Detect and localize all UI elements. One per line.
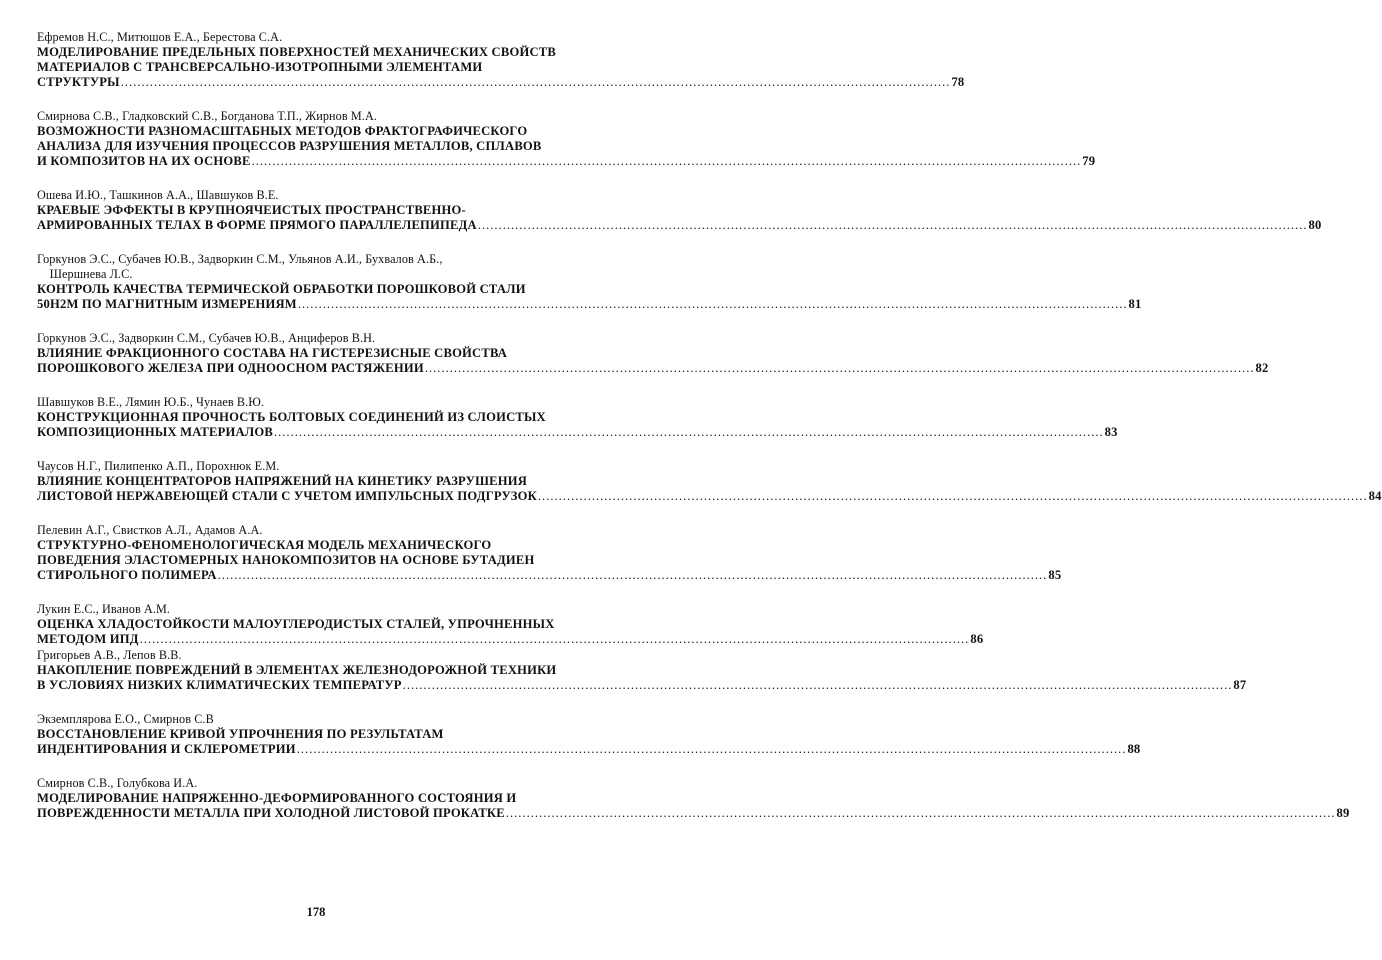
entry-page-number[interactable]: 78 <box>951 75 965 89</box>
entry-title-line: ОЦЕНКА ХЛАДОСТОЙКОСТИ МАЛОУГЛЕРОДИСТЫХ СТАЛЕЙ, УПРОЧНЕННЫХ <box>37 617 555 631</box>
entry-title-last-line <box>37 361 1269 376</box>
entry-title-line: КОНСТРУКЦИОННАЯ ПРОЧНОСТЬ БОЛТОВЫХ СОЕДИНЕНИЙ ИЗ СЛОИСТЫХ <box>37 410 546 424</box>
entry-title-line: АНАЛИЗА ДЛЯ ИЗУЧЕНИЯ ПРОЦЕССОВ РАЗРУШЕНИЯ МЕТАЛЛОВ, СПЛАВОВ <box>37 139 542 153</box>
entry-title-last-line <box>37 425 1118 440</box>
dot-leader: ........................................................................................................................................................................................................ <box>273 425 1104 439</box>
entry-title-line: ВОЗМОЖНОСТИ РАЗНОМАСШТАБНЫХ МЕТОДОВ ФРАКТОГРАФИЧЕСКОГО <box>37 124 528 138</box>
entry-page-number[interactable]: 82 <box>1255 361 1269 375</box>
toc-entry <box>37 776 1350 821</box>
entry-title-line: ВЛИЯНИЕ ФРАКЦИОННОГО СОСТАВА НА ГИСТЕРЕЗИСНЫЕ СВОЙСТВА <box>37 346 508 360</box>
entry-authors: Ошева И.Ю., Ташкинов А.А., Шавшуков В.Е. <box>37 188 279 202</box>
entry-page-number[interactable]: 83 <box>1104 425 1118 439</box>
toc-entry <box>37 459 1382 504</box>
entry-title-line: ВЛИЯНИЕ КОНЦЕНТРАТОРОВ НАПРЯЖЕНИЙ НА КИНЕТИКУ РАЗРУШЕНИЯ <box>37 474 527 488</box>
entry-title-line: МАТЕРИАЛОВ С ТРАНСВЕРСАЛЬНО-ИЗОТРОПНЫМИ ЭЛЕМЕНТАМИ <box>37 60 483 74</box>
dot-leader: ........................................................................................................................................................................................................ <box>424 361 1255 375</box>
entry-title-last-line <box>37 806 1350 821</box>
entry-title-line: СТРУКТУРНО-ФЕНОМЕНОЛОГИЧЕСКАЯ МОДЕЛЬ МЕХАНИЧЕСКОГО <box>37 538 492 552</box>
entry-title-line: МОДЕЛИРОВАНИЕ ПРЕДЕЛЬНЫХ ПОВЕРХНОСТЕЙ МЕХАНИЧЕСКИХ СВОЙСТВ <box>37 45 556 59</box>
entry-title-tail: В УСЛОВИЯХ НИЗКИХ КЛИМАТИЧЕСКИХ ТЕМПЕРАТУР <box>37 678 402 692</box>
dot-leader: ........................................................................................................................................................................................................ <box>139 632 970 646</box>
entry-title-tail: ЛИСТОВОЙ НЕРЖАВЕЮЩЕЙ СТАЛИ С УЧЕТОМ ИМПУЛЬСНЫХ ПОДГРУЗОК <box>37 489 537 503</box>
toc-entry <box>37 188 1322 233</box>
entry-authors: Смирнова С.В., Гладковский С.В., Богданова Т.П., Жирнов М.А. <box>37 109 377 123</box>
dot-leader: ........................................................................................................................................................................................................ <box>402 678 1233 692</box>
entry-title-tail: И КОМПОЗИТОВ НА ИХ ОСНОВЕ <box>37 154 251 168</box>
entry-authors: Пелевин А.Г., Свистков А.Л., Адамов А.А. <box>37 523 263 537</box>
entry-title-tail: АРМИРОВАННЫХ ТЕЛАХ В ФОРМЕ ПРЯМОГО ПАРАЛЛЕЛЕПИПЕДА <box>37 218 477 232</box>
dot-leader: ........................................................................................................................................................................................................ <box>120 75 951 89</box>
toc-entry <box>37 30 965 90</box>
entry-title-line: ПОВЕДЕНИЯ ЭЛАСТОМЕРНЫХ НАНОКОМПОЗИТОВ НА ОСНОВЕ БУТАДИЕН <box>37 553 535 567</box>
entry-authors: Смирнов С.В., Голубкова И.А. <box>37 776 198 790</box>
dot-leader: ........................................................................................................................................................................................................ <box>505 806 1336 820</box>
dot-leader: ........................................................................................................................................................................................................ <box>297 297 1128 311</box>
entry-page-number[interactable]: 89 <box>1336 806 1350 820</box>
entry-authors: Ефремов Н.С., Митюшов Е.А., Берестова С.А. <box>37 30 283 44</box>
toc-entry <box>37 331 1269 376</box>
entry-authors: Горкунов Э.С., Задворкин С.М., Субачев Ю.В., Анциферов В.Н. <box>37 331 376 345</box>
entry-title-last-line <box>37 297 1142 312</box>
entry-page-number[interactable]: 88 <box>1127 742 1141 756</box>
entry-title-line: ВОССТАНОВЛЕНИЕ КРИВОЙ УПРОЧНЕНИЯ ПО РЕЗУЛЬТАТАМ <box>37 727 444 741</box>
entry-authors: Шавшуков В.Е., Лямин Ю.Б., Чунаев В.Ю. <box>37 395 264 409</box>
entry-title-tail: СТРУКТУРЫ <box>37 75 120 89</box>
entry-title-tail: ПОВРЕЖДЕННОСТИ МЕТАЛЛА ПРИ ХОЛОДНОЙ ЛИСТОВОЙ ПРОКАТКЕ <box>37 806 505 820</box>
entry-page-number[interactable]: 87 <box>1233 678 1247 692</box>
dot-leader: ........................................................................................................................................................................................................ <box>477 218 1308 232</box>
dot-leader: ........................................................................................................................................................................................................ <box>296 742 1127 756</box>
entry-title-last-line <box>37 154 1096 169</box>
entry-title-tail: КОМПОЗИЦИОННЫХ МАТЕРИАЛОВ <box>37 425 273 439</box>
toc-entry <box>37 109 1096 169</box>
entry-title-last-line <box>37 742 1141 757</box>
entry-title-tail: ИНДЕНТИРОВАНИЯ И СКЛЕРОМЕТРИИ <box>37 742 296 756</box>
toc-entries <box>37 30 1382 840</box>
entry-title-line: НАКОПЛЕНИЕ ПОВРЕЖДЕНИЙ В ЭЛЕМЕНТАХ ЖЕЛЕЗНОДОРОЖНОЙ ТЕХНИКИ <box>37 663 557 677</box>
entry-authors: Лукин Е.С., Иванов А.М. <box>37 602 171 616</box>
entry-page-number[interactable]: 80 <box>1308 218 1322 232</box>
entry-title-tail: СТИРОЛЬНОГО ПОЛИМЕРА <box>37 568 217 582</box>
dot-leader: ........................................................................................................................................................................................................ <box>251 154 1082 168</box>
entry-authors: Чаусов Н.Г., Пилипенко А.П., Порохнюк Е.М. <box>37 459 280 473</box>
entry-title-last-line <box>37 489 1382 504</box>
entry-page-number[interactable]: 79 <box>1082 154 1096 168</box>
entry-title-line: МОДЕЛИРОВАНИЕ НАПРЯЖЕННО-ДЕФОРМИРОВАННОГО СОСТОЯНИЯ И <box>37 791 517 805</box>
toc-entry <box>37 648 1247 693</box>
entry-title-last-line <box>37 75 965 90</box>
entry-authors: Горкунов Э.С., Субачев Ю.В., Задворкин С.М., Ульянов А.И., Бухвалов А.Б., Шершнева Л.С. <box>37 252 443 281</box>
entry-page-number[interactable]: 81 <box>1128 297 1142 311</box>
page-number: 178 <box>306 905 326 919</box>
entry-title-last-line <box>37 678 1247 693</box>
entry-title-tail: 50Н2М ПО МАГНИТНЫМ ИЗМЕРЕНИЯМ <box>37 297 297 311</box>
entry-title-last-line <box>37 218 1322 233</box>
entry-title-last-line <box>37 632 984 647</box>
entry-authors: Экземплярова Е.О., Смирнов С.В <box>37 712 214 726</box>
entry-title-tail: ПОРОШКОВОГО ЖЕЛЕЗА ПРИ ОДНООСНОМ РАСТЯЖЕНИИ <box>37 361 424 375</box>
dot-leader: ........................................................................................................................................................................................................ <box>537 489 1368 503</box>
entry-page-number[interactable]: 85 <box>1048 568 1062 582</box>
toc-entry <box>37 712 1141 757</box>
entry-authors: Григорьев А.В., Лепов В.В. <box>37 648 182 662</box>
entry-page-number[interactable]: 84 <box>1368 489 1382 503</box>
entry-title-line: КОНТРОЛЬ КАЧЕСТВА ТЕРМИЧЕСКОЙ ОБРАБОТКИ ПОРОШКОВОЙ СТАЛИ <box>37 282 526 296</box>
entry-title-tail: МЕТОДОМ ИПД <box>37 632 139 646</box>
toc-entry <box>37 395 1118 440</box>
dot-leader: ........................................................................................................................................................................................................ <box>217 568 1048 582</box>
entry-title-last-line <box>37 568 1062 583</box>
entry-page-number[interactable]: 86 <box>970 632 984 646</box>
toc-entry <box>37 523 1062 583</box>
toc-entry <box>37 602 984 647</box>
entry-title-line: КРАЕВЫЕ ЭФФЕКТЫ В КРУПНОЯЧЕИСТЫХ ПРОСТРАНСТВЕННО- <box>37 203 466 217</box>
toc-entry <box>37 252 1142 312</box>
